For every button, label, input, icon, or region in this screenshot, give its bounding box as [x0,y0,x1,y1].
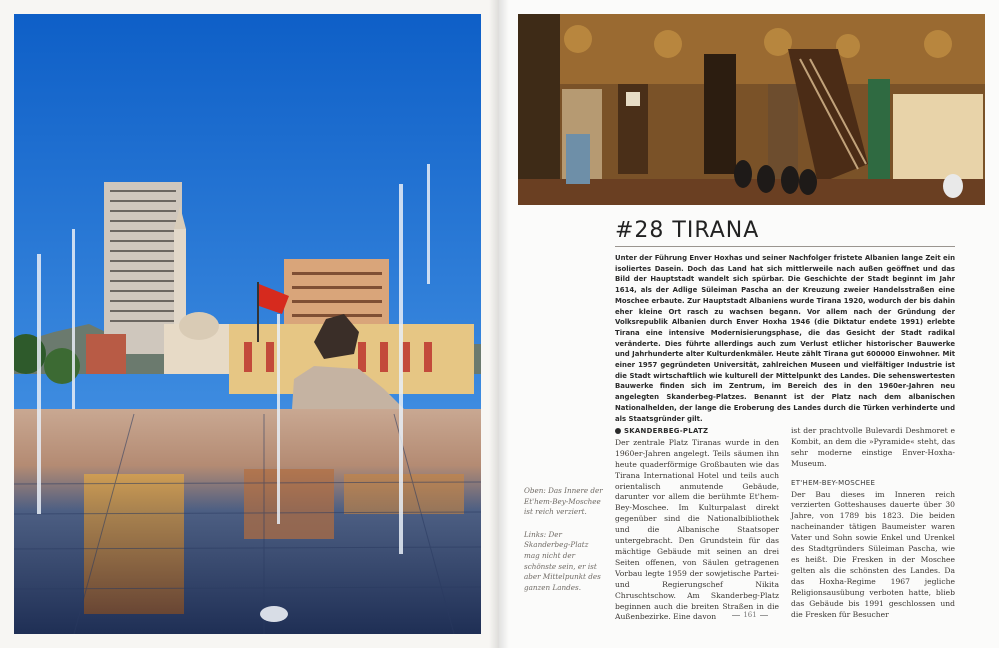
caption-left: Links: Der Skanderbeg-Platz mag nicht der schönste sein, er ist aber Mittelpunkt des ganzen Landes. [524,529,601,592]
intro-paragraph: Unter der Führung Enver Hoxhas und seiner Nachfolger fristete Albanien lange Zeit ein isoliertes Dasein. Doch das Land hat sich mittlerweile nach außen geöffnet und das Bild der Hauptstadt wandelt sich spürbar. Die Geschichte der Stadt beginnt im Jahr 1614, als der Adlige Süleiman Pascha an der Kreuzung zweier Handelsstraßen eine Moschee erbaute. Zur Hauptstadt Albaniens wurde Tirana 1920, wodurch der bis dahin eher kleine Ort rasch zu wachsen begann. Vor allem nach der Gründung der Volksrepublik Albanien durch Enver Hoxha 1946 (die Diktatur endete 1991) erlebte Tirana eine intensive Modernisierungsphase, die das Gesicht der Stadt radikal veränderte. Dies führte allerdings auch zum Verlust etlicher historischer Bauwerke und Jahrhunderte alter Kulturdenkmäler. Heute zählt Tirana gut 600000 Einwohner. Mit einer 1957 gegründeten Universität, zahlreichen Museen und vielfältiger Industrie ist die Stadt wirtschaftlich wie kulturell der Mittelpunkt des Landes. Die sehenswertesten Bauwerke finden sich im Zentrum, im Bereich des in den 1960er-Jahren neu angelegten Skanderbeg-Platzes. Benannt ist der Platz nach dem albanischen Nationalhelden, der lange die Eroberung des Landes durch die Türken verhinderte und als Staatsgründer gilt. [615,254,955,423]
mosque-interior-photo [518,14,985,205]
bullet-icon [615,428,621,434]
left-page [0,0,499,648]
caption-column [524,486,604,605]
page-number-label: 161 [743,611,757,619]
section-body-continuation: ist der prachtvolle Bulevardi Deshmoret e Kombit, an dem die »Pyramide« steht, das sehr moderne einstige Enver-Hoxha-Museum. [791,426,955,468]
folio-dash-left [732,615,740,616]
section-body-ethem-bey: Der Bau dieses im Inneren reich verzierten Gotteshauses dauerte über 30 Jahre, von 1789 bis 1823. Die beiden nacheinander tätigen Baumeister waren Vater und Sohn sowie Enkel und Urenkel des Stadtgründers Süleiman Pascha, wie es heißt. Die Fresken in der Moschee gelten als die schönsten des Landes. Da das Hoxha-Regime 1967 jegliche Religionsausübung verboten hatte, blieb das Gebäude bis 1991 geschlossen und die Fresken für Besucher [791,489,955,619]
skanderbeg-square-photo [14,14,481,634]
section-heading-ethem-bey: ET'HEM-BEY-MOSCHEE [791,478,876,487]
page-number [720,611,780,619]
section-heading-label: SKANDERBEG-PLATZ [624,427,709,435]
caption-top: Oben: Das Innere der Et'hem-Bey-Moschee ist reich verziert. [524,486,603,517]
book-gutter [489,0,509,648]
text-column-2 [791,426,955,620]
page-title: #28 TIRANA [615,218,760,243]
section-body-skanderbeg: Der zentrale Platz Tiranas wurde in den 1960er-Jahren angelegt. Teils säumen ihn heute quaderförmige Großbauten wie das Tirana International Hotel und teils auch orientalisch anmutende Gebäude, darunter vor allem die berühmte Et'hem-Bey-Moschee. Im Kulturpalast direkt gegenüber sind die Nationalbibliothek und die Albanische Staatsoper untergebracht. Den Grundstein für das mächtige Gebäude mit seinen an drei Seiten offenen, von Säulen getragenen Vorbau legte 1959 der sowjetische Partei- und Regierungschef Nikita Chruschtschow. Am Skanderbeg-Platz beginnen auch die breiten Straßen in die Außenbezirke. Eine davon [615,437,779,622]
folio-dash-right [760,615,768,616]
title-rule [615,246,955,247]
text-column-1 [615,426,779,623]
section-heading-skanderbeg [615,426,779,437]
